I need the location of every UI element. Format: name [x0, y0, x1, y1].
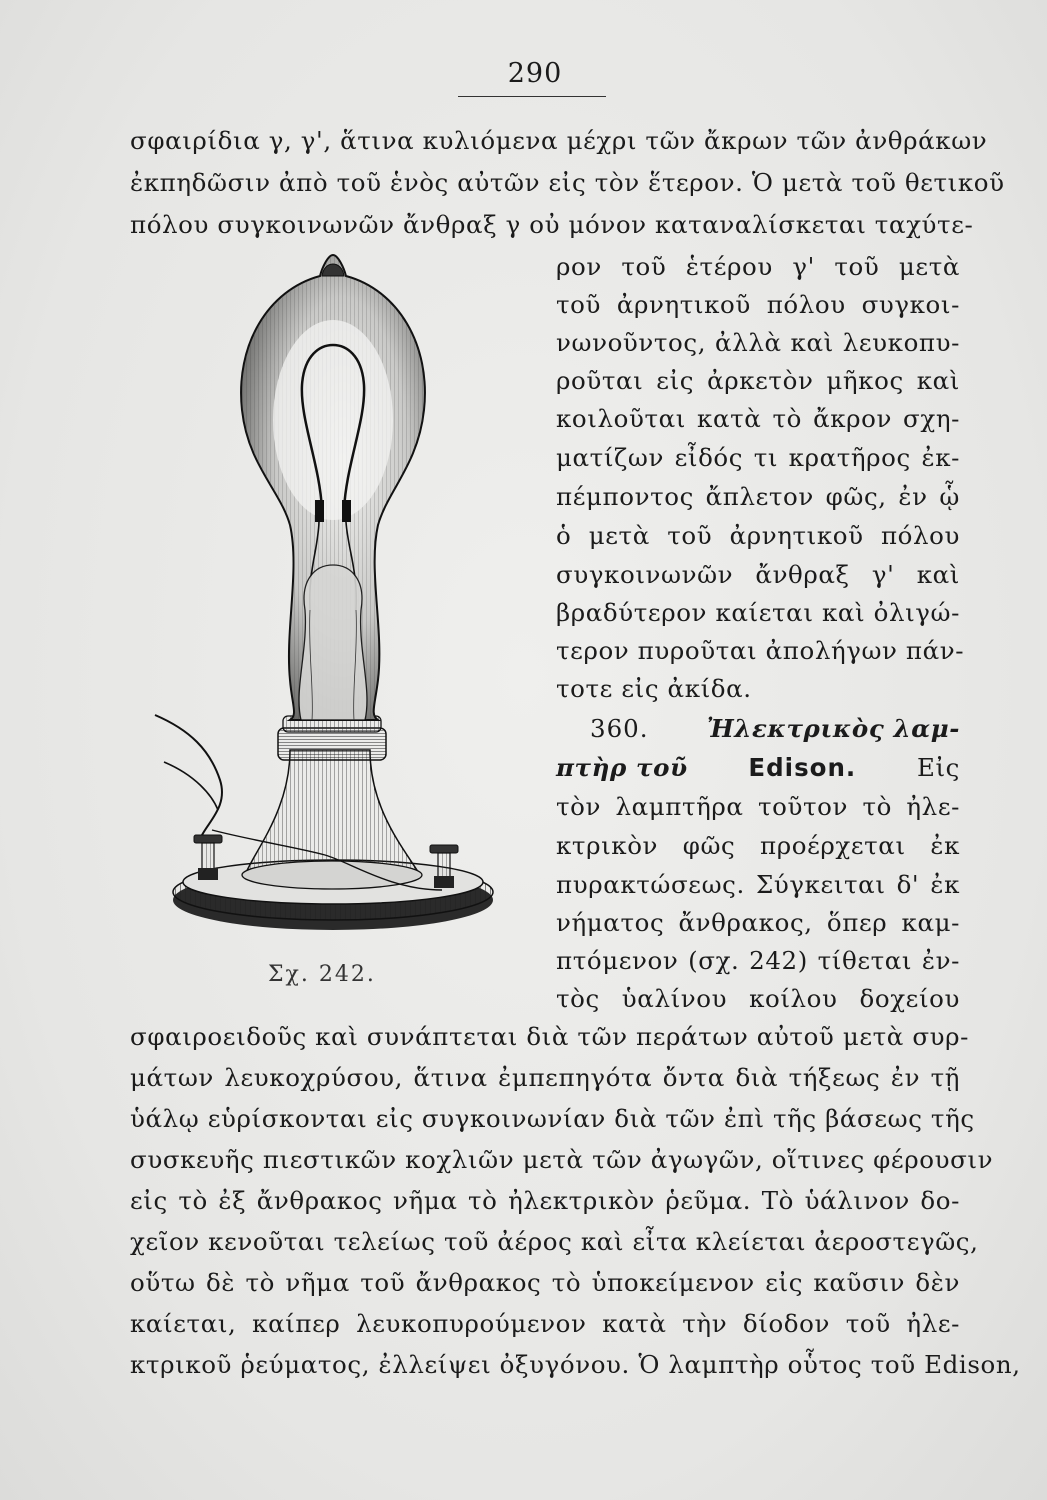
- text-line: οὕτω δὲ τὸ νῆμα τοῦ ἄνθρακος τὸ ὑποκείμενον εἰς καῦσιν δὲν: [130, 1268, 960, 1297]
- section-first-word: Εἰς: [916, 753, 960, 782]
- figure-caption: Σχ. 242.: [268, 962, 376, 987]
- text-line: σφαιροειδοῦς καὶ συνάπτεται διὰ τῶν περάτων αὐτοῦ μετὰ συρ-: [130, 1022, 970, 1051]
- text-line: νήματος ἄνθρακος, ὅπερ καμ-: [556, 908, 960, 937]
- text-line: βραδύτερον καίεται καὶ ὀλιγώ-: [556, 598, 960, 627]
- text-line: ὑάλῳ εὑρίσκονται εἰς συγκοινωνίαν διὰ τῶν ἐπὶ τῆς βάσεως τῆς: [130, 1104, 975, 1133]
- text-line: πέμποντος ἄπλετον φῶς, ἐν ᾧ: [556, 482, 960, 511]
- text-line: τοῦ ἀρνητικοῦ πόλου συγκοι-: [556, 290, 960, 319]
- section-title-latin: Edison.: [748, 753, 857, 782]
- text-line: πυρακτώσεως. Σύγκειται δ' ἐκ: [556, 870, 960, 899]
- text-line: ροῦται εἰς ἀρκετὸν μῆκος καὶ: [556, 366, 960, 395]
- text-line: τὸς ὑαλίνου κοίλου δοχείου: [556, 984, 960, 1013]
- text-line: τὸν λαμπτῆρα τοῦτον τὸ ἠλε-: [556, 792, 960, 821]
- text-line: ὁ μετὰ τοῦ ἀρνητικοῦ πόλου: [556, 521, 960, 550]
- section-title: Ἠλεκτρικὸς λαμ-: [706, 714, 960, 743]
- text-line: ματίζων εἶδός τι κρατῆρος ἐκ-: [556, 443, 960, 472]
- header-rule: [458, 96, 606, 97]
- text-line: καίεται, καίπερ λευκοπυρούμενον κατὰ τὴν δίοδον τοῦ ἠλε-: [130, 1309, 960, 1338]
- text-line: εἰς τὸ ἐξ ἄνθρακος νῆμα τὸ ἠλεκτρικὸν ῥεῦμα. Τὸ ὑάλινον δο-: [130, 1186, 960, 1215]
- text-line: συγκοινωνῶν ἄνθραξ γ' καὶ: [556, 560, 960, 589]
- text-line: πόλου συγκοινωνῶν ἄνθραξ γ οὐ μόνον καταναλίσκεται ταχύτε-: [130, 210, 974, 239]
- section-title-cont: πτὴρ τοῦ: [556, 753, 688, 782]
- text-line: πτόμενον (σχ. 242) τίθεται ἐν-: [556, 946, 960, 975]
- text-line: νωνοῦντος, ἀλλὰ καὶ λευκοπυ-: [556, 328, 960, 357]
- page-number: 290: [507, 58, 563, 89]
- section-heading-line: [556, 753, 960, 783]
- text-line: χεῖον κενοῦται τελείως τοῦ ἀέρος καὶ εἶτα κλείεται ἀεροστεγῶς,: [130, 1227, 979, 1256]
- text-line: κτρικὸν φῶς προέρχεται ἐκ: [556, 831, 960, 860]
- text-line: ρον τοῦ ἑτέρου γ' τοῦ μετὰ: [556, 252, 960, 281]
- edison-lamp-figure: [150, 250, 500, 970]
- text-line: συσκευῆς πιεστικῶν κοχλιῶν μετὰ τῶν ἀγωγῶν, οἵτινες φέρουσιν: [130, 1145, 994, 1174]
- text-line: κτρικοῦ ῥεύματος, ἐλλείψει ὀξυγόνου. Ὁ λαμπτὴρ οὗτος τοῦ Edison,: [130, 1350, 1021, 1379]
- text-line: σφαιρίδια γ, γ', ἅτινα κυλιόμενα μέχρι τῶν ἄκρων τῶν ἀνθράκων: [130, 126, 988, 155]
- text-line: μάτων λευκοχρύσου, ἅτινα ἐμπεπηγότα ὄντα διὰ τήξεως ἐν τῇ: [130, 1063, 960, 1092]
- section-heading-line: [590, 714, 960, 744]
- section-number: 360.: [590, 714, 649, 743]
- text-line: κοιλοῦται κατὰ τὸ ἄκρον σχη-: [556, 404, 960, 433]
- text-line: τερον πυροῦται ἀπολήγων πάν-: [556, 636, 965, 665]
- text-line: τοτε εἰς ἀκίδα.: [556, 674, 752, 703]
- text-line: ἐκπηδῶσιν ἀπὸ τοῦ ἑνὸς αὐτῶν εἰς τὸν ἕτερον. Ὁ μετὰ τοῦ θετικοῦ: [130, 168, 1005, 197]
